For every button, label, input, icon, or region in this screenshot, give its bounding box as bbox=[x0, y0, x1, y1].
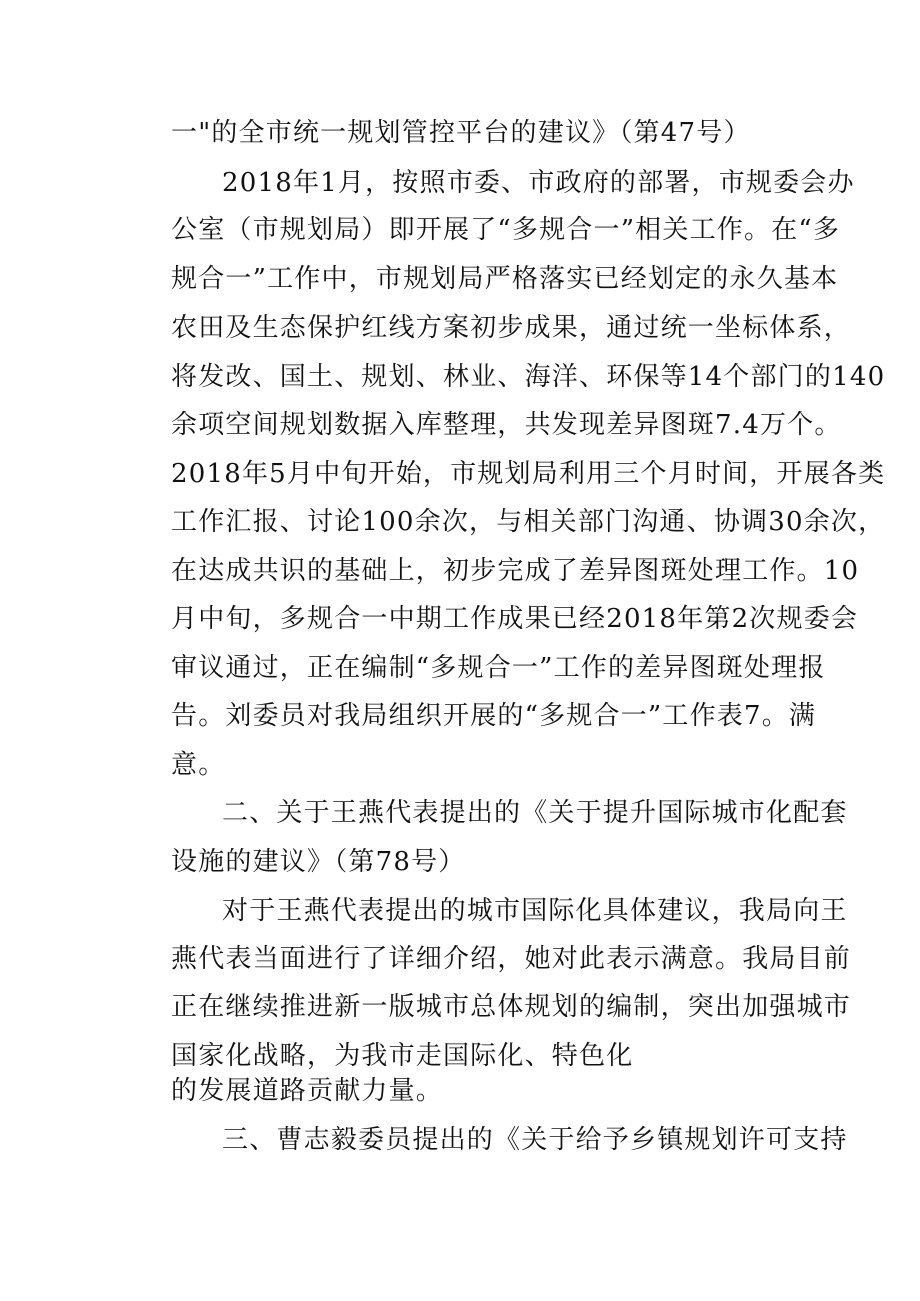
text-line-13: 告。刘委员对我局组织开展的“多规合一”工作表7。满 bbox=[171, 701, 817, 731]
section-heading-2-cont: 设施的建议》（第78号） bbox=[171, 847, 466, 877]
text-line-19: 正在继续推进新一版城市总体规划的编制，突出加强城市 bbox=[171, 992, 852, 1022]
text-line-8: 2018年5月中旬开始，市规划局利用三个月时间，开展各类 bbox=[171, 459, 886, 489]
text-line-12: 审议通过，正在编制“多规合一”工作的差异图斑处理报 bbox=[171, 653, 826, 683]
text-line-2: 2018年1月，按照市委、市政府的部署，市规委会办 bbox=[222, 168, 855, 198]
text-line-21: 的发展道路贡献力量。 bbox=[171, 1076, 444, 1106]
text-line-17: 对于王燕代表提出的城市国际化具体建议，我局向王 bbox=[222, 896, 848, 926]
section-heading-3: 三、曹志毅委员提出的《关于给予乡镇规划许可支持 bbox=[222, 1125, 848, 1155]
text-line-3: 公室（市规划局）即开展了“多规合一”相关工作。在“多 bbox=[171, 215, 841, 245]
text-line-6: 将发改、国土、规划、林业、海洋、环保等14个部门的140 bbox=[171, 362, 886, 392]
text-line-7: 余项空间规划数据入库整理，共发现差异图斑7.4万个。 bbox=[171, 410, 842, 440]
text-line-11: 月中旬，多规合一中期工作成果已经2018年第2次规委会 bbox=[171, 604, 859, 634]
text-line-9: 工作汇报、讨论100余次，与相关部门沟通、协调30余次， bbox=[171, 507, 886, 537]
text-line-5: 农田及生态保护红线方案初步成果，通过统一坐标体系， bbox=[171, 313, 852, 343]
text-line-14: 意。 bbox=[171, 750, 226, 780]
text-line-20: 国家化战略，为我市走国际化、特色化 bbox=[171, 1041, 634, 1071]
text-line-18: 燕代表当面进行了详细介绍，她对此表示满意。我局目前 bbox=[171, 944, 852, 974]
text-line-10: 在达成共识的基础上，初步完成了差异图斑处理工作。10 bbox=[171, 556, 860, 586]
text-line-4: 规合一”工作中，市规划局严格落实已经划定的永久基本 bbox=[171, 264, 839, 294]
section-heading-2: 二、关于王燕代表提出的《关于提升国际城市化配套 bbox=[222, 798, 848, 828]
text-line-1: 一"的全市统一规划管控平台的建议》（第47号） bbox=[171, 118, 751, 148]
